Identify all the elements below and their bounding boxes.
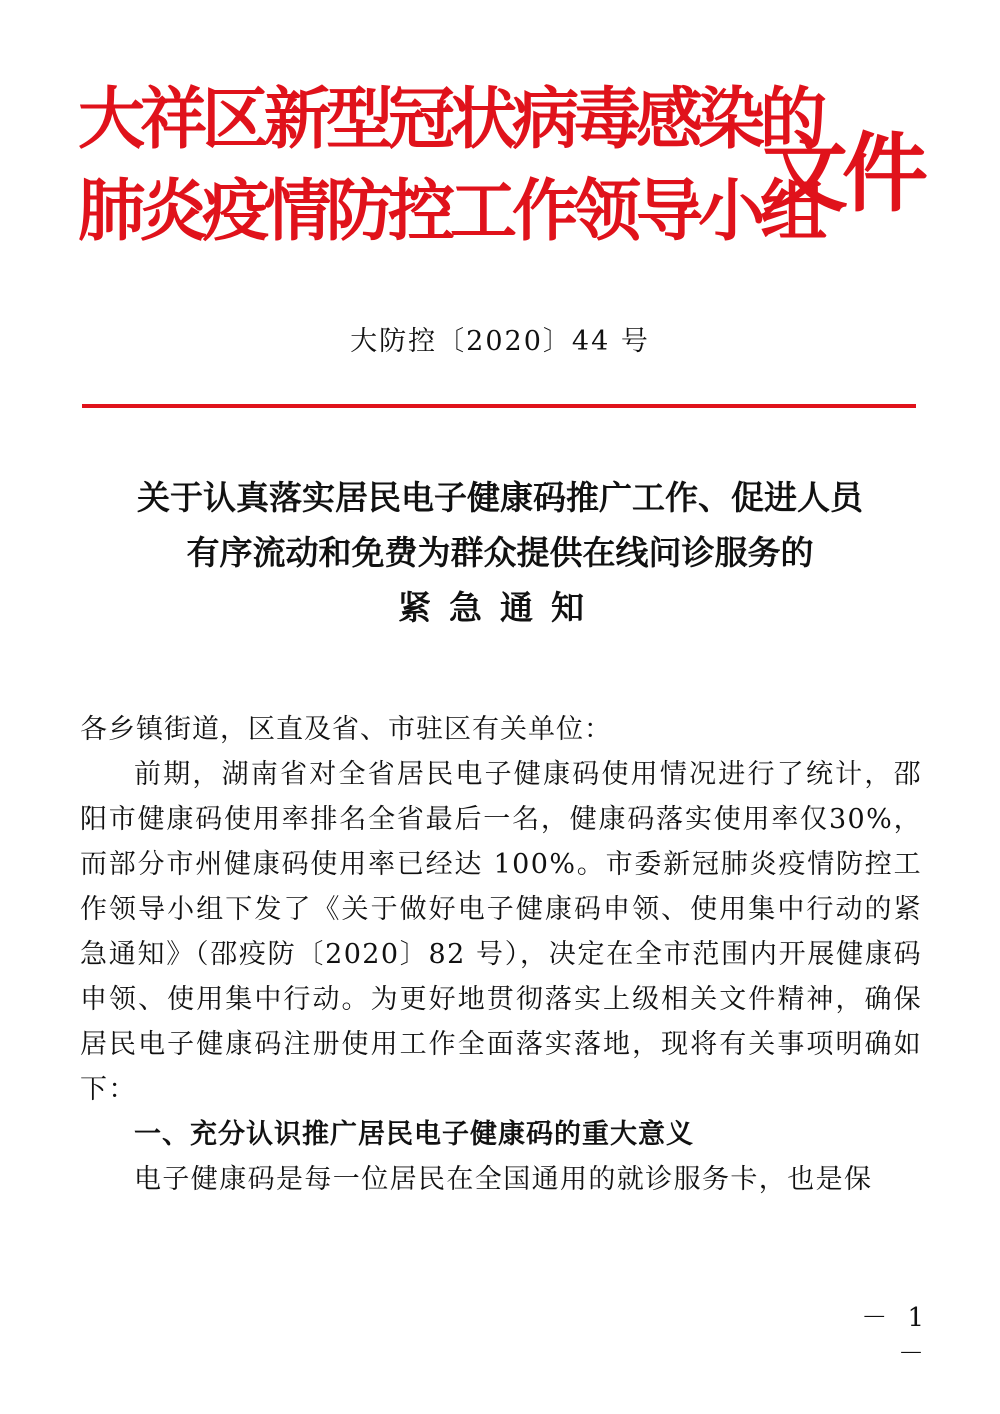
document-word: 文件 bbox=[762, 124, 922, 224]
notice-title bbox=[60, 470, 940, 635]
issuing-org-line-2: 肺炎疫情防控工作领导小组 bbox=[78, 172, 822, 250]
red-divider-line bbox=[82, 404, 916, 408]
body-paragraph: 前期，湖南省对全省居民电子健康码使用情况进行了统计，邵阳市健康码使用率排名全省最后一名，健康码落实使用率仅30%，而部分市州健康码使用率已经达 100%。市委新冠肺炎疫情防控工作领导小组下发了《关于做好电子健康码申领、使用集中行动的紧急通知》（邵疫防〔2020〕82 号），决定在全市范围内开展健康码申领、使用集中行动。为更好地贯彻落实上级相关文件精神，确保居民电子健康码注册使用工作全面落实落地，现将有关事项明确如下： bbox=[80, 759, 922, 1105]
document-body bbox=[80, 707, 922, 1202]
title-line-1: 关于认真落实居民电子健康码推广工作、促进人员 bbox=[137, 478, 863, 517]
section-heading: 一、充分认识推广居民电子健康码的重大意义 bbox=[134, 1119, 694, 1150]
title-line-2: 有序流动和免费为群众提供在线问诊服务的 bbox=[186, 533, 814, 572]
title-line-3: 紧急通知 bbox=[398, 588, 602, 627]
page-number: － 1 － bbox=[861, 1303, 930, 1369]
document-header bbox=[78, 74, 938, 264]
body-paragraph: 电子健康码是每一位居民在全国通用的就诊服务卡，也是保 bbox=[134, 1164, 873, 1195]
document-number: 大防控〔2020〕44 号 bbox=[350, 326, 650, 357]
salutation: 各乡镇街道，区直及省、市驻区有关单位： bbox=[80, 714, 612, 745]
issuing-org-line-1: 大祥区新型冠状病毒感染的 bbox=[78, 80, 822, 158]
